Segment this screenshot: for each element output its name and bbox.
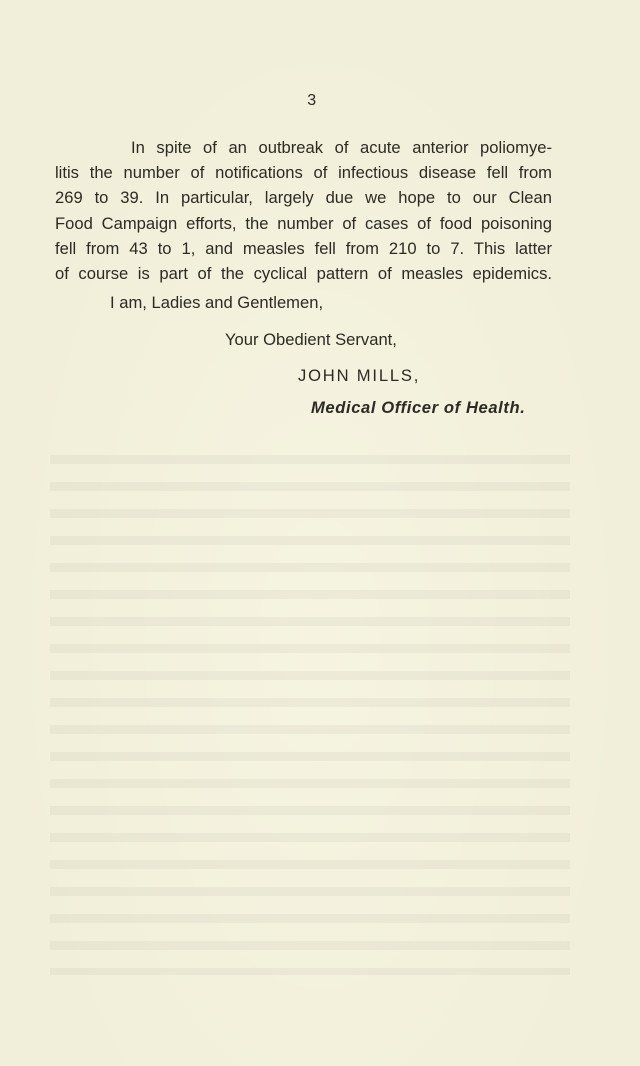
paragraph-line: In spite of an outbreak of acute anterior poliomye-	[131, 138, 552, 157]
paragraph-line: 269 to 39. In particular, largely due we hope to our Clean	[55, 188, 552, 208]
paragraph-line: fell from 43 to 1, and measles fell from 210 to 7. This latter	[55, 238, 552, 258]
body-paragraph	[55, 135, 552, 286]
show-through-shadow	[50, 455, 570, 975]
paragraph-line: Food Campaign efforts, the number of cases of food poisoning	[55, 213, 552, 233]
signature-title: Medical Officer of Health.	[311, 398, 526, 417]
paragraph-line: of course is part of the cyclical pattern of measles epidemics.	[55, 264, 552, 284]
closing-line: Your Obedient Servant,	[225, 330, 397, 349]
page-number: 3	[307, 92, 317, 109]
salutation: I am, Ladies and Gentlemen,	[110, 293, 324, 312]
paragraph-line: litis the number of notifications of infectious disease fell from	[55, 163, 552, 183]
signature-name: JOHN MILLS,	[298, 366, 421, 385]
